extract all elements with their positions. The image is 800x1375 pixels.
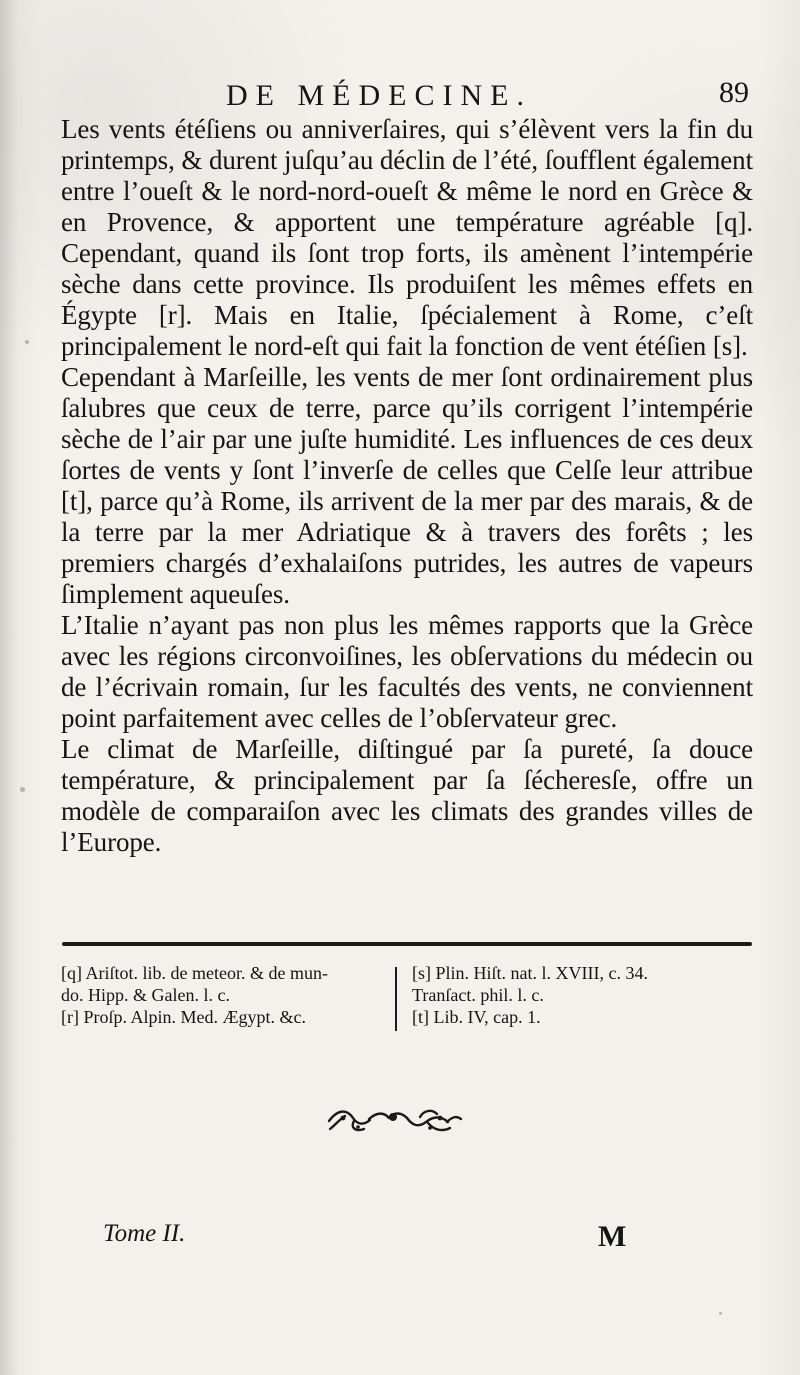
ornament-icon	[323, 1104, 463, 1136]
footnote-t: [t] Lib. IV, cap. 1.	[412, 1007, 541, 1027]
volume-label: Tome II.	[103, 1220, 186, 1247]
footnotes-left-column	[61, 962, 392, 1028]
signature-mark: M	[598, 1220, 627, 1253]
footnotes	[61, 962, 751, 1028]
footnote-s: [s] Plin. Hiſt. nat. l. XVIII, c. 34.	[412, 963, 648, 983]
paragraph-1: Les vents étéſiens ou anniverſaires, qui s’élèvent vers la fin du printemps, & durent juſqu’au déclin de l’été, ſoufflent également entre l’oueſt & le nord-nord-oueſt & même le nord en Grèce & en Provence, & apportent une température agréable [q]. Cependant, quand ils ſont trop forts, ils amènent l’intempérie sèche dans cette province. Ils produiſent les mêmes effets en Égypte [r]. Mais en Italie, ſpécialement à Rome, c’eſt principalement le nord-eſt qui fait la fonction de vent étéſien [s].	[61, 114, 753, 361]
footnote-rule	[62, 942, 752, 946]
paragraph-4: Le climat de Marſeille, diſtingué par ſa pureté, ſa douce température, & principalement par ſa ſécheresſe, offre un modèle de comparaiſon avec les climats des grandes villes de l’Europe.	[61, 734, 753, 857]
footnote-q-continuation: do. Hipp. & Galen. l. c.	[61, 985, 230, 1005]
footnote-q: [q] Ariſtot. lib. de meteor. & de mun-	[61, 963, 328, 983]
footnote-s-continuation: Tranſact. phil. l. c.	[412, 985, 544, 1005]
page-speck	[25, 340, 29, 344]
paragraph-3: L’Italie n’ayant pas non plus les mêmes rapports que la Grèce avec les régions circonvoiſines, les obſervations du médecin ou de l’écrivain romain, ſur les facultés des vents, ne conviennent point parfaitement avec celles de l’obſervateur grec.	[61, 610, 753, 733]
page-speck	[20, 787, 25, 792]
footnote-r: [r] Proſp. Alpin. Med. Ægypt. &c.	[61, 1007, 306, 1027]
paragraph-2: Cependant à Marſeille, les vents de mer ſont ordinairement plus ſalubres que ceux de terre, parce qu’ils corrigent l’intempérie sèche de l’air par une juſte humidité. Les influences de ces deux ſortes de vents y ſont l’inverſe de celles que Celſe leur attribue [t], parce qu’à Rome, ils arrivent de la mer par des marais, & de la terre par la mer Adriatique & à travers des forêts ; les premiers chargés d’exhalaiſons putrides, les autres de vapeurs ſimplement aqueuſes.	[61, 362, 753, 609]
footnotes-right-column	[412, 962, 751, 1028]
page-speck	[719, 1312, 722, 1315]
page-speck	[748, 382, 751, 385]
main-text	[61, 114, 753, 858]
page-number: 89	[719, 76, 749, 109]
running-head: DE MÉDECINE.	[226, 79, 532, 112]
